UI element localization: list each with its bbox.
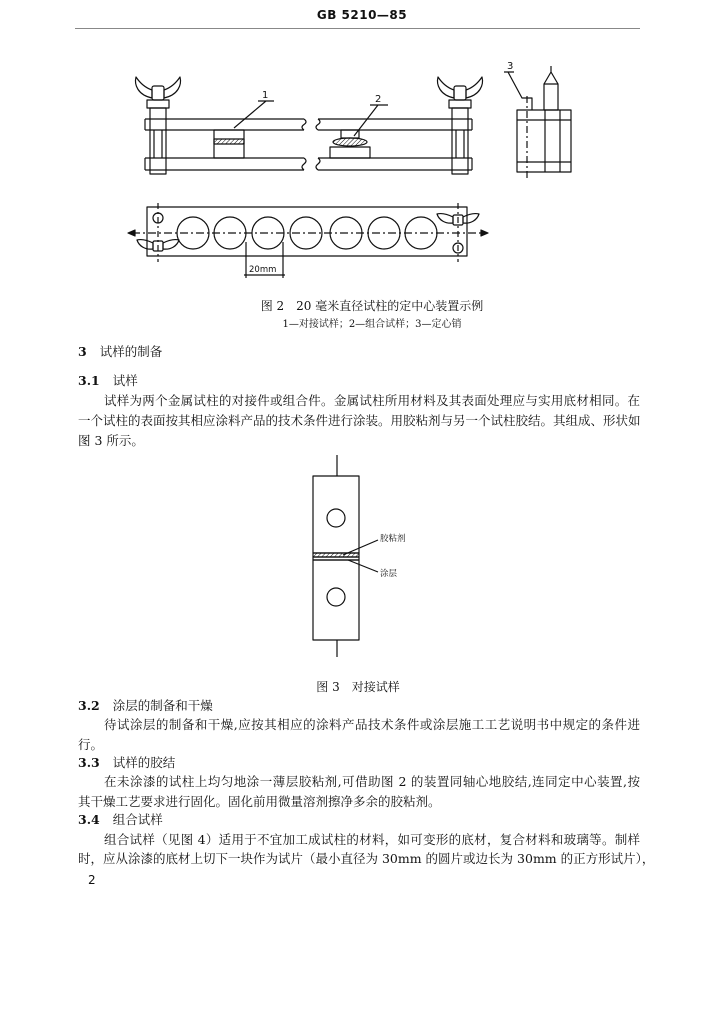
subsection-title: 试样 (112, 373, 138, 388)
figure-label-2: 2 (375, 94, 382, 105)
lower-test-column (313, 560, 359, 640)
right-washer (449, 100, 471, 108)
upper-test-column (313, 476, 359, 553)
figure-2-caption: 图 2 20 毫米直径试柱的定中心装置示例 (260, 299, 484, 313)
paragraph-line: 一个试柱的表面按其相应涂料产品的技术条件进行涂装。用胶粘剂与另一个试柱胶结。其组成、形状如 (78, 413, 641, 428)
paragraph-line: 时，应从涂漆的底材上切下一块作为试片（最小直径为 30mm 的圆片或边长为 30mm 的正方形试片）， (78, 851, 655, 866)
subsection-heading (78, 810, 163, 830)
subsection-title: 试样的胶结 (112, 755, 176, 770)
paragraph-line: 在未涂漆的试柱上均匀地涂一薄层胶粘剂,可借助图 2 的装置同轴心地胶结,连同定中心装置,按 (104, 774, 640, 789)
leader-line-1 (234, 101, 274, 128)
subsection-number: 3.4 (78, 812, 100, 827)
header-rule (75, 28, 640, 29)
dimension-label: 20mm (249, 265, 277, 275)
fig2-side-view (136, 77, 483, 174)
leader-adhesive (343, 540, 378, 555)
pin-hole-lower (327, 588, 345, 606)
subsection-heading (78, 371, 138, 391)
upper-bar (145, 119, 472, 130)
pin-hole-upper (327, 509, 345, 527)
leader-coating (348, 560, 378, 572)
subsection-title: 组合试样 (112, 812, 163, 827)
left-wing-nut-wings (136, 77, 181, 98)
paragraph-line: 待试涂层的制备和干燥,应按其相应的涂料产品技术条件或涂层施工工艺说明书中规定的条件进 (104, 717, 640, 732)
figure-2-drawing (0, 55, 724, 285)
right-wing-nut-body (454, 86, 466, 100)
left-post (150, 108, 166, 174)
lower-bar (145, 158, 472, 170)
figure-3-caption: 图 3 对接试样 (316, 680, 400, 694)
right-post-thread (456, 130, 464, 158)
combined-specimen-base (330, 147, 370, 158)
paragraph-line: 图 3 所示。 (78, 433, 144, 448)
right-post (452, 108, 468, 174)
section-heading (78, 342, 162, 362)
paragraph-line: 组合试样（见图 4）适用于不宜加工成试柱的材料，如可变形的底材，复合材料和玻璃等。制样 (104, 832, 640, 847)
paragraph-line: 其干燥工艺要求进行固化。固化前用微量溶剂擦净多余的胶粘剂。 (78, 794, 441, 809)
figure-2-legend: 1—对接试样；2—组合试样；3—定心销 (282, 319, 462, 330)
butt-specimen-drawing (313, 455, 406, 657)
standard-code: GB 5210—85 (316, 8, 408, 22)
subsection-title: 涂层的制备和干燥 (112, 698, 213, 713)
figure-3-drawing (300, 450, 440, 662)
left-post-thread (154, 130, 162, 158)
adhesive-label: 胶粘剂 (380, 534, 406, 544)
figure-label-1: 1 (262, 90, 269, 101)
paragraph-line: 试样为两个金属试柱的对接件或组合件。金属试柱所用材料及其表面处理应与实用底材相同。在 (104, 393, 640, 408)
coating-label: 涂层 (380, 569, 398, 579)
fig2-end-view (504, 61, 571, 180)
subsection-number: 3.1 (78, 373, 100, 388)
centering-pin-tip (544, 66, 558, 84)
subsection-number: 3.3 (78, 755, 100, 770)
section-title: 试样的制备 (99, 344, 163, 359)
right-wing-nut-wings (438, 77, 483, 98)
centering-pin (544, 84, 558, 110)
combined-specimen-disc (333, 138, 367, 146)
subsection-number: 3.2 (78, 698, 100, 713)
section-number: 3 (78, 344, 87, 359)
paragraph-line: 行。 (78, 737, 104, 752)
left-washer (147, 100, 169, 108)
subsection-heading (78, 753, 175, 773)
end-view-inner-lines (517, 110, 571, 172)
left-wing-nut-body (152, 86, 164, 100)
leader-line-3 (504, 72, 532, 110)
page-number: 2 (88, 873, 96, 887)
butt-specimen-glue-layer (214, 139, 244, 144)
end-view-body (517, 110, 571, 172)
subsection-heading (78, 696, 213, 716)
fig2-plan-view (128, 203, 488, 278)
figure-label-3: 3 (507, 61, 514, 72)
